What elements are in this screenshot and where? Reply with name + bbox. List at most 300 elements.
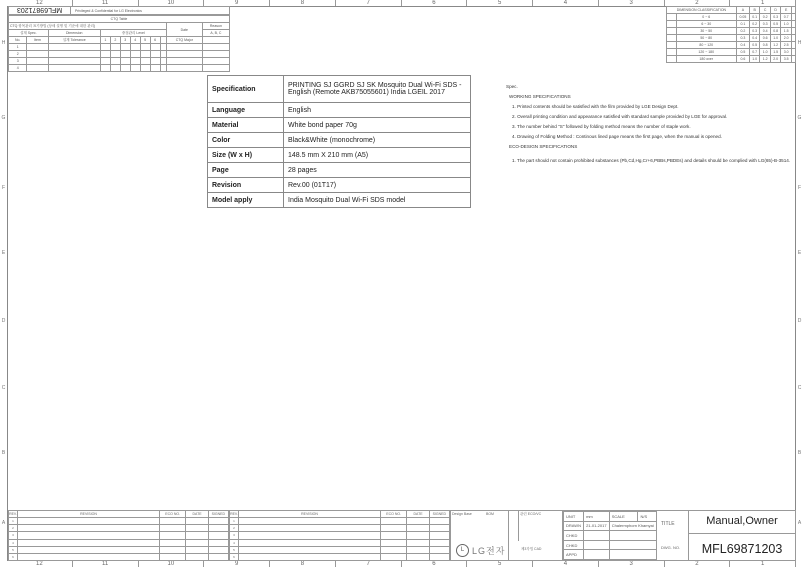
zone-letter: H (1, 40, 6, 46)
revision-header-cell: SIGNED (429, 511, 449, 518)
notes-item: 2. Overall printing condition and appearance satisfied with standard sample provided by LGE for approval. (512, 114, 728, 119)
revision-header-cell: REV. (9, 512, 17, 517)
cell (120, 58, 130, 65)
col: 1 (100, 37, 110, 44)
cell (166, 44, 202, 51)
ruler-label: 11 (73, 0, 139, 6)
cell (208, 525, 228, 532)
spec-key: Revision (208, 178, 284, 193)
spec-row (208, 193, 471, 208)
cell (186, 546, 208, 553)
tolerance-cell: 50 ~ 80 (676, 35, 736, 42)
tolerance-cell: 0.2 (760, 14, 771, 21)
cell (160, 553, 186, 560)
cell (110, 51, 120, 58)
chkd-label: CHKD (564, 531, 584, 541)
cell (110, 65, 120, 72)
spec-value: White bond paper 70g (284, 118, 471, 133)
spec-key: Specification (208, 76, 284, 103)
date-header: Date (166, 23, 202, 37)
tolerance-cell: 3.5 (781, 56, 792, 63)
cell (202, 44, 229, 51)
tolerance-cell: 180 over (676, 56, 736, 63)
cell (429, 553, 449, 560)
cell (186, 532, 208, 539)
tolerance-cell: 1.2 (760, 56, 771, 63)
cell (100, 44, 110, 51)
cell (202, 51, 229, 58)
ctq-header: CTQ 항목관리 표기방법 (상세 설명 및 기준에 대한 관리) (9, 23, 167, 30)
abc-header: A, B, C (202, 30, 229, 37)
zone-letter: E (1, 250, 6, 256)
tolerance-header: DIMENSION CLASSIFICATION (667, 7, 737, 14)
drawing-number: MFL69871203 (701, 542, 783, 556)
cell (429, 518, 449, 525)
spec-header: 설계 Spec. (9, 30, 49, 37)
spec-row (208, 76, 471, 103)
ruler-label: 3 (599, 0, 665, 6)
cell (186, 539, 208, 546)
tolerance-cell: 0.3 (749, 28, 760, 35)
ctq-table (8, 6, 230, 72)
cell (150, 44, 160, 51)
cell (667, 35, 677, 42)
level-header: 중점관리 Level (100, 30, 166, 37)
table-row (9, 58, 230, 65)
tolerance-cell: 0.2 (749, 21, 760, 28)
tolerance-cell: 0.3 (736, 35, 749, 42)
cell (120, 51, 130, 58)
revision-header-cell: SIGNED (208, 511, 228, 518)
tolerance-cell: 120 ~ 180 (676, 49, 736, 56)
ruler-label: 2 (665, 0, 731, 6)
ruler-label: 9 (204, 0, 270, 6)
cell (381, 518, 407, 525)
revision-triangle-icon: 3 (9, 532, 18, 539)
zone-letter: H (797, 40, 802, 46)
ruler-label: 3 (599, 561, 665, 567)
zone-letter: A (797, 520, 802, 526)
spec-row (208, 163, 471, 178)
tolerance-cell: 0.4 (736, 42, 749, 49)
tolerance-cell: 0.05 (736, 14, 749, 21)
notes-spec: Spec. (506, 84, 518, 89)
ruler-label: 9 (204, 561, 270, 567)
ruler-label: 6 (402, 0, 468, 6)
revision-row (230, 518, 450, 525)
col: A (736, 7, 749, 14)
chkd2-label: CHKD (564, 540, 584, 550)
cell (120, 44, 130, 51)
cell (791, 14, 795, 21)
revision-row (9, 553, 229, 560)
cell (791, 49, 795, 56)
revision-triangle-icon: 4 (9, 539, 18, 546)
cell (17, 539, 159, 546)
row-number: 2 (9, 51, 27, 58)
col: 4 (130, 37, 140, 44)
revision-row (9, 539, 229, 546)
revision-row (230, 539, 450, 546)
spec-value: Rev.00 (01T17) (284, 178, 471, 193)
revision-row (9, 525, 229, 532)
ruler-label: 5 (467, 0, 533, 6)
tolerance-row (667, 28, 796, 35)
notes-eco-item: 1. The part should not contain prohibited substances (Pb,Cd,Hg,Cr+6,PBBs,PBDEs) and details should be complied with LG(65)-B-3514. (512, 157, 791, 163)
tolerance-cell: 1.2 (770, 42, 781, 49)
cell (150, 51, 160, 58)
drawn-label: DRAWN (564, 521, 584, 531)
tolerance-cell: 1.5 (781, 28, 792, 35)
tolerance-row (667, 21, 796, 28)
item-header: Item (27, 37, 48, 44)
tolerance-row (667, 56, 796, 63)
scale-label: SCALE (609, 512, 638, 522)
tolerance-cell: 0.5 (770, 21, 781, 28)
ruler-label: 2 (665, 561, 731, 567)
spec-row (208, 178, 471, 193)
cell (27, 51, 48, 58)
label-column (657, 511, 689, 560)
spec-value: India Mosquito Dual Wi-Fi SDS model (284, 193, 471, 208)
tolerance-row (667, 49, 796, 56)
cell (791, 35, 795, 42)
cell (27, 44, 48, 51)
cell (140, 65, 150, 72)
ruler-label: 12 (7, 561, 73, 567)
zone-letter: F (797, 185, 802, 191)
ctq-title: Privileged & Confidential for LG Electronics (75, 9, 142, 13)
tolerance-cell: 1.0 (749, 56, 760, 63)
cell (667, 21, 677, 28)
cell (120, 65, 130, 72)
cell (381, 546, 407, 553)
notes-item: 3. The number behind "S" followed by folding method means the number of staple work. (512, 124, 691, 129)
cell (150, 58, 160, 65)
tolerance-cell: 2.0 (781, 35, 792, 42)
zone-letter: F (1, 185, 6, 191)
cell (186, 525, 208, 532)
unit-label: UNIT (564, 512, 584, 522)
tolerance-cell: 1.0 (760, 49, 771, 56)
revision-triangle-icon: 5 (9, 546, 18, 553)
related-eco: 관련 ECO/VC (519, 511, 563, 560)
revision-row (9, 546, 229, 553)
ctq-subtitle: CTQ Table (9, 16, 230, 23)
revision-triangle-icon: 2 (9, 525, 18, 532)
tolerance-table (666, 6, 796, 63)
zone-letter: C (1, 385, 6, 391)
zone-letter: D (797, 318, 802, 324)
zone-letter: D (1, 318, 6, 324)
revision-triangle-icon: 1 (230, 518, 239, 525)
cell (407, 553, 429, 560)
revision-header-cell: REVISION (17, 511, 159, 518)
row-number: 3 (9, 58, 27, 65)
col: 5 (140, 37, 150, 44)
revision-row (230, 532, 450, 539)
ruler-label: 11 (73, 561, 139, 567)
tolerance-cell: 0.5 (749, 42, 760, 49)
revision-row (9, 532, 229, 539)
cell (791, 28, 795, 35)
cell (238, 546, 380, 553)
notes-item: 4. Drawing of Folding Method : Continous lined page means the first page, when the manual is opened. (512, 134, 722, 139)
zone-letter: B (797, 450, 802, 456)
cell (140, 58, 150, 65)
ruler-label: 10 (139, 0, 205, 6)
cell (667, 28, 677, 35)
cell (238, 553, 380, 560)
cell (48, 65, 100, 72)
ruler-label: 4 (533, 561, 599, 567)
cad-label: 제3각법 CAD (521, 547, 542, 551)
cell (166, 58, 202, 65)
tolerance-cell: 1.5 (770, 49, 781, 56)
cell (17, 553, 159, 560)
cell (429, 532, 449, 539)
ruler-label: 5 (467, 561, 533, 567)
dim-header: Dimension (48, 30, 100, 37)
scale-value: N/S (638, 512, 657, 522)
cell (791, 21, 795, 28)
revision-header-cell: DATE (407, 511, 429, 518)
tol-header: 설계 Tolerance (48, 37, 100, 44)
title-block (450, 510, 796, 561)
tolerance-cell: 0.4 (760, 28, 771, 35)
appd-label: APPD (564, 550, 584, 560)
revision-triangle-icon: 5 (230, 546, 239, 553)
cell (429, 525, 449, 532)
tolerance-cell: 0.1 (749, 14, 760, 21)
cell (791, 56, 795, 63)
cell (381, 553, 407, 560)
ruler-label: 8 (270, 0, 336, 6)
cell (48, 58, 100, 65)
cell (186, 518, 208, 525)
revision-row (230, 553, 450, 560)
tolerance-cell: 2.5 (781, 42, 792, 49)
revision-triangle-icon: 3 (230, 532, 239, 539)
tolerance-cell: 0.5 (736, 49, 749, 56)
cell (238, 539, 380, 546)
cell (791, 42, 795, 49)
ruler-label: 10 (139, 561, 205, 567)
revision-header-cell: REVISION (238, 511, 380, 518)
cell (186, 553, 208, 560)
cell (160, 539, 186, 546)
cell (100, 58, 110, 65)
spec-value: 28 pages (284, 163, 471, 178)
cell (160, 525, 186, 532)
cell (238, 532, 380, 539)
col: 3 (120, 37, 130, 44)
revision-triangle-icon: 6 (230, 553, 239, 560)
notes-working-heading: WORKING SPECIFICATIONS (509, 94, 571, 99)
spec-key: Color (208, 133, 284, 148)
spec-row (208, 103, 471, 118)
cell (110, 44, 120, 51)
ruler-label: 1 (730, 0, 796, 6)
cell (202, 65, 229, 72)
ruler-label: 1 (730, 561, 796, 567)
spec-row (208, 148, 471, 163)
revision-triangle-icon: 6 (9, 553, 18, 560)
zone-letter: E (797, 250, 802, 256)
revision-header-cell: REV. (230, 512, 238, 517)
cell (140, 44, 150, 51)
col: 2 (110, 37, 120, 44)
spec-value: PRINTING SJ GGRD SJ SK Mosquito Dual Wi-Fi SDS - English (Remote AKB75055601) India LGEIL 2017 (284, 76, 471, 103)
table-row (9, 44, 230, 51)
design-base: Design Base (451, 511, 509, 560)
reason-header: Reason (202, 23, 229, 30)
revision-triangle-icon: 2 (230, 525, 239, 532)
zone-letter: C (797, 385, 802, 391)
tolerance-cell: 0.3 (770, 14, 781, 21)
revision-row (9, 518, 229, 525)
zone-letter: A (1, 520, 6, 526)
spec-row (208, 133, 471, 148)
title-label: TITLE (661, 521, 675, 527)
cell (130, 44, 140, 51)
tolerance-row (667, 35, 796, 42)
cell (208, 539, 228, 546)
notes-item: 1. Printed contents should be satisfied with the film provided by LGE Design Dept. (512, 104, 679, 109)
notes-eco-heading: ECO-DESIGN SPECIFICATIONS (509, 144, 578, 149)
tolerance-cell: 0.3 (760, 21, 771, 28)
cell (429, 539, 449, 546)
col: 6 (150, 37, 160, 44)
approval-table (563, 511, 657, 560)
cell (160, 546, 186, 553)
ruler-label: 4 (533, 0, 599, 6)
spec-key: Size (W x H) (208, 148, 284, 163)
col: E (781, 7, 792, 14)
cell (130, 65, 140, 72)
cell (130, 51, 140, 58)
zone-letter: G (797, 115, 802, 121)
bom-cell: BOM (485, 511, 519, 541)
col: D (770, 7, 781, 14)
revision-header (9, 511, 229, 518)
zone-letter: B (1, 450, 6, 456)
spec-value: English (284, 103, 471, 118)
row-number: 4 (9, 65, 27, 72)
tolerance-cell: 3.0 (781, 49, 792, 56)
tolerance-cell: 0.7 (781, 14, 792, 21)
cell (140, 51, 150, 58)
lg-logo-icon: L (456, 544, 469, 557)
lg-logo (456, 544, 505, 557)
tolerance-cell: 0.6 (736, 56, 749, 63)
tolerance-cell: 0.7 (749, 49, 760, 56)
cell (208, 546, 228, 553)
cell (100, 51, 110, 58)
revision-block (8, 510, 450, 561)
cell (381, 532, 407, 539)
tolerance-cell: 0 ~ 6 (676, 14, 736, 21)
spec-key: Model apply (208, 193, 284, 208)
tolerance-cell: 6 ~ 30 (676, 21, 736, 28)
spec-notes (506, 84, 791, 168)
col: B (749, 7, 760, 14)
cell (238, 518, 380, 525)
bottom-ruler (7, 561, 796, 567)
cell (27, 58, 48, 65)
cell (407, 532, 429, 539)
tolerance-cell: 0.4 (749, 35, 760, 42)
cell (202, 58, 229, 65)
ctq-major: CTQ Major (166, 37, 202, 44)
spec-key: Material (208, 118, 284, 133)
doc-number-rotated: MFL69871203 (9, 7, 71, 14)
cell (27, 65, 48, 72)
cell (17, 518, 159, 525)
tolerance-row (667, 14, 796, 21)
spec-value: Black&White (monochrome) (284, 133, 471, 148)
cell (667, 49, 677, 56)
cell (407, 518, 429, 525)
revision-row (230, 546, 450, 553)
cell (150, 65, 160, 72)
cell (110, 58, 120, 65)
drawing-title: Manual,Owner (689, 511, 795, 534)
revision-header-cell: ECO NO. (381, 511, 407, 518)
drawn-by: Chalermphorn Khamyai (609, 521, 656, 531)
tolerance-cell: 2.0 (770, 56, 781, 63)
cell (160, 532, 186, 539)
cell (17, 546, 159, 553)
cell (667, 56, 677, 63)
spec-table (207, 75, 471, 208)
table-row (9, 51, 230, 58)
tolerance-cell: 30 ~ 50 (676, 28, 736, 35)
cell (100, 65, 110, 72)
cell (407, 525, 429, 532)
tolerance-cell: 0.8 (770, 28, 781, 35)
tolerance-cell: 80 ~ 120 (676, 42, 736, 49)
cell (17, 525, 159, 532)
cell (381, 539, 407, 546)
tolerance-cell: 1.0 (781, 21, 792, 28)
ruler-label: 6 (402, 561, 468, 567)
ruler-label: 7 (336, 561, 402, 567)
spec-value: 148.5 mm X 210 mm (A5) (284, 148, 471, 163)
no-header: No. (9, 37, 27, 44)
cell (166, 65, 202, 72)
cell (407, 539, 429, 546)
revision-header-cell: DATE (186, 511, 208, 518)
revision-triangle-icon: 1 (9, 518, 18, 525)
tolerance-cell: 0.2 (736, 28, 749, 35)
lg-logo-text: LG전자 (472, 546, 506, 556)
unit-value: mm (584, 512, 610, 522)
cell (407, 546, 429, 553)
tolerance-row (667, 42, 796, 49)
revision-triangle-icon: 4 (230, 539, 239, 546)
tolerance-cell: 0.1 (736, 21, 749, 28)
cell (238, 525, 380, 532)
cell (208, 532, 228, 539)
cell (667, 14, 677, 21)
drawn-date: 21-01-2017 (584, 521, 610, 531)
spec-key: Language (208, 103, 284, 118)
cell (381, 525, 407, 532)
revision-header-cell: ECO NO. (160, 511, 186, 518)
cell (429, 546, 449, 553)
cell (48, 51, 100, 58)
